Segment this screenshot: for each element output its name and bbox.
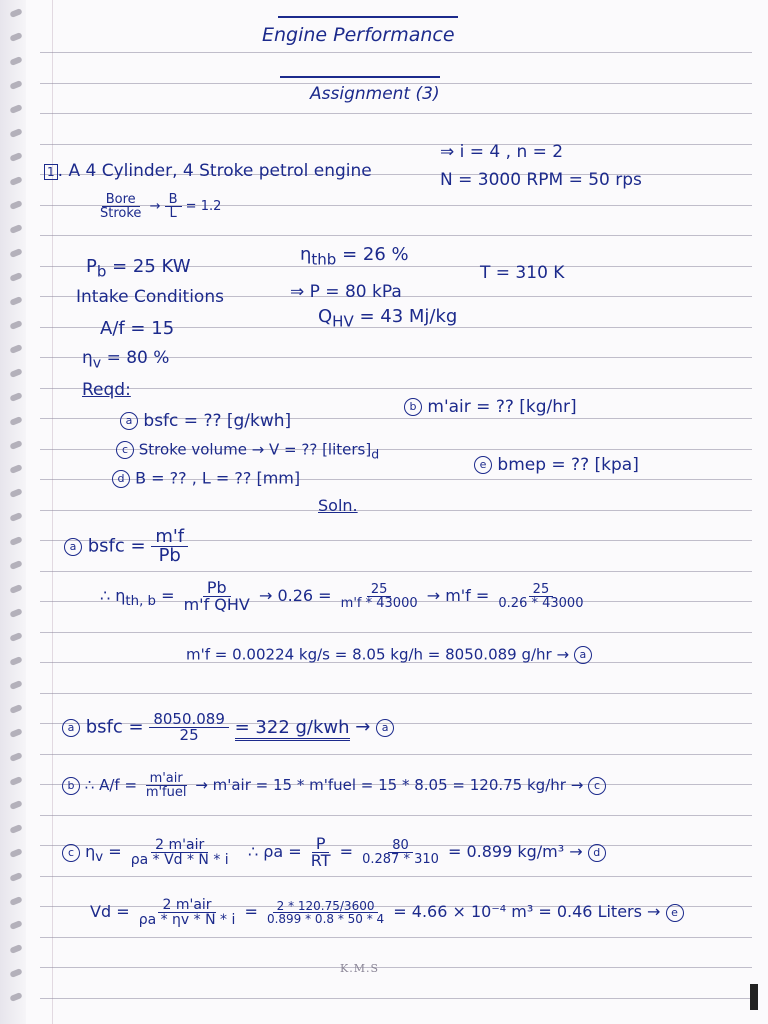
af-head: ∴ A/f = <box>84 776 138 794</box>
thermal-efficiency <box>300 246 409 268</box>
ruled-line <box>40 388 752 389</box>
binding-ring <box>9 104 22 114</box>
heating-value <box>318 308 457 330</box>
binding-ring <box>9 512 22 522</box>
required-e-text: bmep = ?? [kpa] <box>497 455 639 475</box>
problem-number: 1 <box>44 164 58 180</box>
tag-a: a <box>120 412 138 430</box>
mf-num: 25 <box>529 583 554 597</box>
stroke-label: Stroke <box>100 206 142 221</box>
binding-ring <box>9 848 22 858</box>
binding-ring <box>9 536 22 546</box>
b-label: B <box>165 193 182 207</box>
ruled-line <box>40 815 752 816</box>
tag-b: b <box>404 398 422 416</box>
ruled-line <box>40 571 752 572</box>
ruled-line <box>40 144 752 145</box>
sol-tag-b: b <box>62 777 80 795</box>
af-num: m'air <box>146 772 187 786</box>
binding-ring <box>9 320 22 330</box>
problem-text: A 4 Cylinder, 4 Stroke petrol engine <box>68 161 372 181</box>
page-title: Engine Performance <box>262 24 455 46</box>
binding-ring <box>9 344 22 354</box>
l-label: L <box>169 206 177 221</box>
eta-v-sub: v <box>92 355 102 372</box>
required-c-text: Stroke volume → V = ?? [liters] <box>138 440 372 459</box>
vd-num2: 2 * 120.75/3600 <box>273 900 379 913</box>
mf-result: m'f = 0.00224 kg/s = 8.05 kg/h = 8050.089 g/hr → a <box>186 646 592 664</box>
tag-e: e <box>474 456 492 474</box>
mf-result-tag: a <box>574 646 592 664</box>
vd-den: ρa * ηv * N * i <box>138 912 236 928</box>
qhv-value: = 43 Mj/kg <box>359 306 458 327</box>
tag-c: c <box>116 441 134 459</box>
bore-label: Bore <box>102 193 140 207</box>
vd-equation: Vd = $\frac{\text{2 m'air}}{\rho a * \eta v * N * i}$ = $\frac{2 * 120.75/3600}{0.899 * 0.8 * 50 * 4}$ = 4.66 × 10⁻⁴ m³ = 0.46 Liters → e <box>90 898 684 927</box>
bsfc-result-num: 8050.089 <box>149 712 229 728</box>
af-rest: → m'air = 15 * m'fuel = 15 * 8.05 = 120.75 kg/hr <box>195 776 566 794</box>
given-i-n: ⇒ i = 4 , n = 2 <box>440 142 564 162</box>
ruled-line <box>40 693 752 694</box>
binding-ring <box>9 656 22 666</box>
eta-lhs-sub: th, b <box>125 594 157 610</box>
eta-eq: → 0.26 = <box>258 586 332 605</box>
binding-ring <box>9 920 22 930</box>
bsfc-result-tag-a: a <box>62 719 80 737</box>
binding-ring <box>9 272 22 282</box>
mf-result-text: m'f = 0.00224 kg/s = 8.05 kg/h = 8050.089 g/hr <box>186 645 552 664</box>
binding-ring <box>9 944 22 954</box>
binding-ring <box>9 464 22 474</box>
vd-answer-tag: e <box>666 904 684 922</box>
ruled-line <box>40 967 752 968</box>
bsfc-result-den: 25 <box>179 726 199 744</box>
qhv-sub: HV <box>332 312 354 331</box>
eta-lhs: η <box>115 586 126 605</box>
eta-th-value: = 26 % <box>342 244 409 265</box>
eta-th-sub: thb <box>311 250 337 269</box>
ruled-line <box>40 52 752 53</box>
binding-ring <box>9 176 22 186</box>
ruled-line <box>40 235 752 236</box>
required-d-text: B = ?? , L = ?? [mm] <box>135 468 301 488</box>
ruled-line <box>40 876 752 877</box>
vd-den2: 0.899 * 0.8 * 50 * 4 <box>266 912 385 926</box>
bsfc-answer-tag: a <box>376 719 394 737</box>
eta-v-value: = 80 % <box>106 348 170 368</box>
bsfc-num: m'f <box>151 528 188 547</box>
engine-speed: N = 3000 RPM = 50 rps <box>440 170 642 190</box>
sol-tag-a: a <box>64 538 82 556</box>
air-answer-tag: c <box>588 777 606 795</box>
page-subtitle: Assignment (3) <box>310 84 440 104</box>
brake-power <box>86 258 191 280</box>
vol-eff-equation: c $\eta_v$ = $\frac{\text{2 m'air}}{\rho a * Vd * N * i}$ ∴ ρa = $\frac{P}{RT}$ = $\frac{80}{0.287 * 310}$ = 0.899 kg/m³ → d <box>62 836 606 869</box>
binding-ring <box>9 752 22 762</box>
binding-ring <box>9 248 22 258</box>
page-footer-logo: K.M.S <box>340 962 380 975</box>
binding-ring <box>9 296 22 306</box>
required-b-text: m'air = ?? [kg/hr] <box>427 397 577 417</box>
binding-ring <box>9 824 22 834</box>
required-e <box>474 456 639 474</box>
binding-ring <box>9 728 22 738</box>
binding-ring <box>9 440 22 450</box>
solution-label: Soln. <box>318 496 358 515</box>
required-c <box>116 441 379 461</box>
bore-stroke-ratio: $\frac{\text{Bore}}{\text{Stroke}}$ → $\frac{B}{L}$ = 1.2 <box>96 193 221 220</box>
thermal-eff-equation: ∴ $\eta_{th, b}$ = $\frac{Pb}{\text{m'f QHV}}$ → 0.26 = $\frac{25}{m'f * 43000}$ → m'f = $\frac{25}{0.26 * 43000}$ <box>100 580 587 613</box>
binding-ring <box>9 200 22 210</box>
ruled-line <box>40 754 752 755</box>
binding-ring <box>9 608 22 618</box>
binding-ring <box>9 368 22 378</box>
eta-num2: 25 <box>367 583 392 597</box>
required-c-sub: d <box>371 446 380 462</box>
rho-den: RT <box>310 851 331 870</box>
qhv-symbol: Q <box>318 306 333 327</box>
tag-d: d <box>112 470 130 488</box>
required-a <box>120 412 291 430</box>
pb-symbol: P <box>86 256 97 277</box>
page-corner-mark <box>750 984 758 1010</box>
binding-ring <box>9 416 22 426</box>
pb-sub: b <box>96 262 107 281</box>
rho-num: P <box>312 836 330 853</box>
binding-ring <box>9 632 22 642</box>
margin-line <box>52 0 53 1024</box>
rho-num2: 80 <box>388 839 413 853</box>
binding-ring <box>9 560 22 570</box>
binding-ring <box>9 992 22 1002</box>
ruled-line <box>40 937 752 938</box>
eta-den2: m'f * 43000 <box>340 596 418 611</box>
bsfc-result-value: = 322 g/kwh <box>235 717 350 741</box>
mf-den: 0.26 * 43000 <box>498 596 584 611</box>
air-fuel-ratio: A/f = 15 <box>100 318 175 339</box>
volumetric-efficiency <box>82 350 169 371</box>
required-a-text: bsfc = ?? [g/kwh] <box>143 411 292 431</box>
binding-ring <box>9 704 22 714</box>
etav-head: η <box>85 842 96 861</box>
eta-th-symbol: η <box>300 244 312 265</box>
binding-ring <box>9 8 22 18</box>
required-label: Reqd: <box>82 380 131 400</box>
vd-num: 2 m'air <box>158 898 215 913</box>
etav-den: ρa * Vd * N * i <box>130 852 229 868</box>
bsfc-definition <box>64 528 188 565</box>
bsfc-head: bsfc = <box>87 535 146 557</box>
spiral-binding <box>0 0 26 1024</box>
binding-ring <box>9 56 22 66</box>
binding-ring <box>9 128 22 138</box>
eta-num: Pb <box>203 580 231 597</box>
binding-ring <box>9 152 22 162</box>
binding-ring <box>9 872 22 882</box>
intake-temperature: T = 310 K <box>480 263 565 283</box>
rho-answer-tag: d <box>588 844 606 862</box>
title-bottom-rule <box>280 76 440 78</box>
binding-ring <box>9 800 22 810</box>
title-top-rule <box>278 16 458 18</box>
intake-p-value: P = 80 kPa <box>309 282 402 302</box>
af-den: m'fuel <box>145 785 187 800</box>
binding-ring <box>9 392 22 402</box>
binding-ring <box>9 32 22 42</box>
mf-lhs: → m'f = <box>426 586 490 605</box>
binding-ring <box>9 584 22 594</box>
required-d <box>112 470 300 488</box>
rho-result: = 0.899 kg/m³ <box>447 842 565 861</box>
problem-statement: 1 . A 4 Cylinder, 4 Stroke petrol engine <box>44 163 372 180</box>
given-i-n-value: i = 4 , n = 2 <box>459 142 564 162</box>
bsfc-result: a bsfc = $\frac{8050.089}{25}$ = 322 g/kwh → a <box>62 712 394 743</box>
bl-value: = 1.2 <box>185 199 222 214</box>
ruled-line <box>40 113 752 114</box>
ruled-line <box>40 510 752 511</box>
binding-ring <box>9 80 22 90</box>
etav-num: 2 m'air <box>151 838 208 853</box>
ruled-line <box>40 632 752 633</box>
binding-ring <box>9 680 22 690</box>
required-b <box>404 398 577 416</box>
binding-ring <box>9 896 22 906</box>
air-mass-flow: b ∴ A/f = $\frac{\text{m'air}}{\text{m'fuel}}$ → m'air = 15 * m'fuel = 15 * 8.05 = 120.75 kg/hr → c <box>62 772 606 799</box>
bsfc-den: Pb <box>158 545 181 566</box>
binding-ring <box>9 224 22 234</box>
binding-ring <box>9 776 22 786</box>
intake-conditions-label: Intake Conditions <box>76 287 224 307</box>
sol-tag-c: c <box>62 844 80 862</box>
rho-den2: 0.287 * 310 <box>362 852 439 867</box>
eta-v-symbol: η <box>82 348 93 368</box>
binding-ring <box>9 488 22 498</box>
intake-pressure: ⇒ P = 80 kPa <box>290 282 402 302</box>
eta-den: m'f QHV <box>183 595 250 614</box>
rho-head: ∴ ρa = <box>247 842 302 861</box>
vd-result: = 4.66 × 10⁻⁴ m³ = 0.46 Liters <box>393 902 642 921</box>
bsfc-result-head: bsfc = <box>85 716 144 738</box>
pb-value: = 25 KW <box>112 256 191 277</box>
ruled-line <box>40 998 752 999</box>
binding-ring <box>9 968 22 978</box>
etav-sub: v <box>95 850 104 866</box>
vd-head: Vd = <box>90 902 130 921</box>
